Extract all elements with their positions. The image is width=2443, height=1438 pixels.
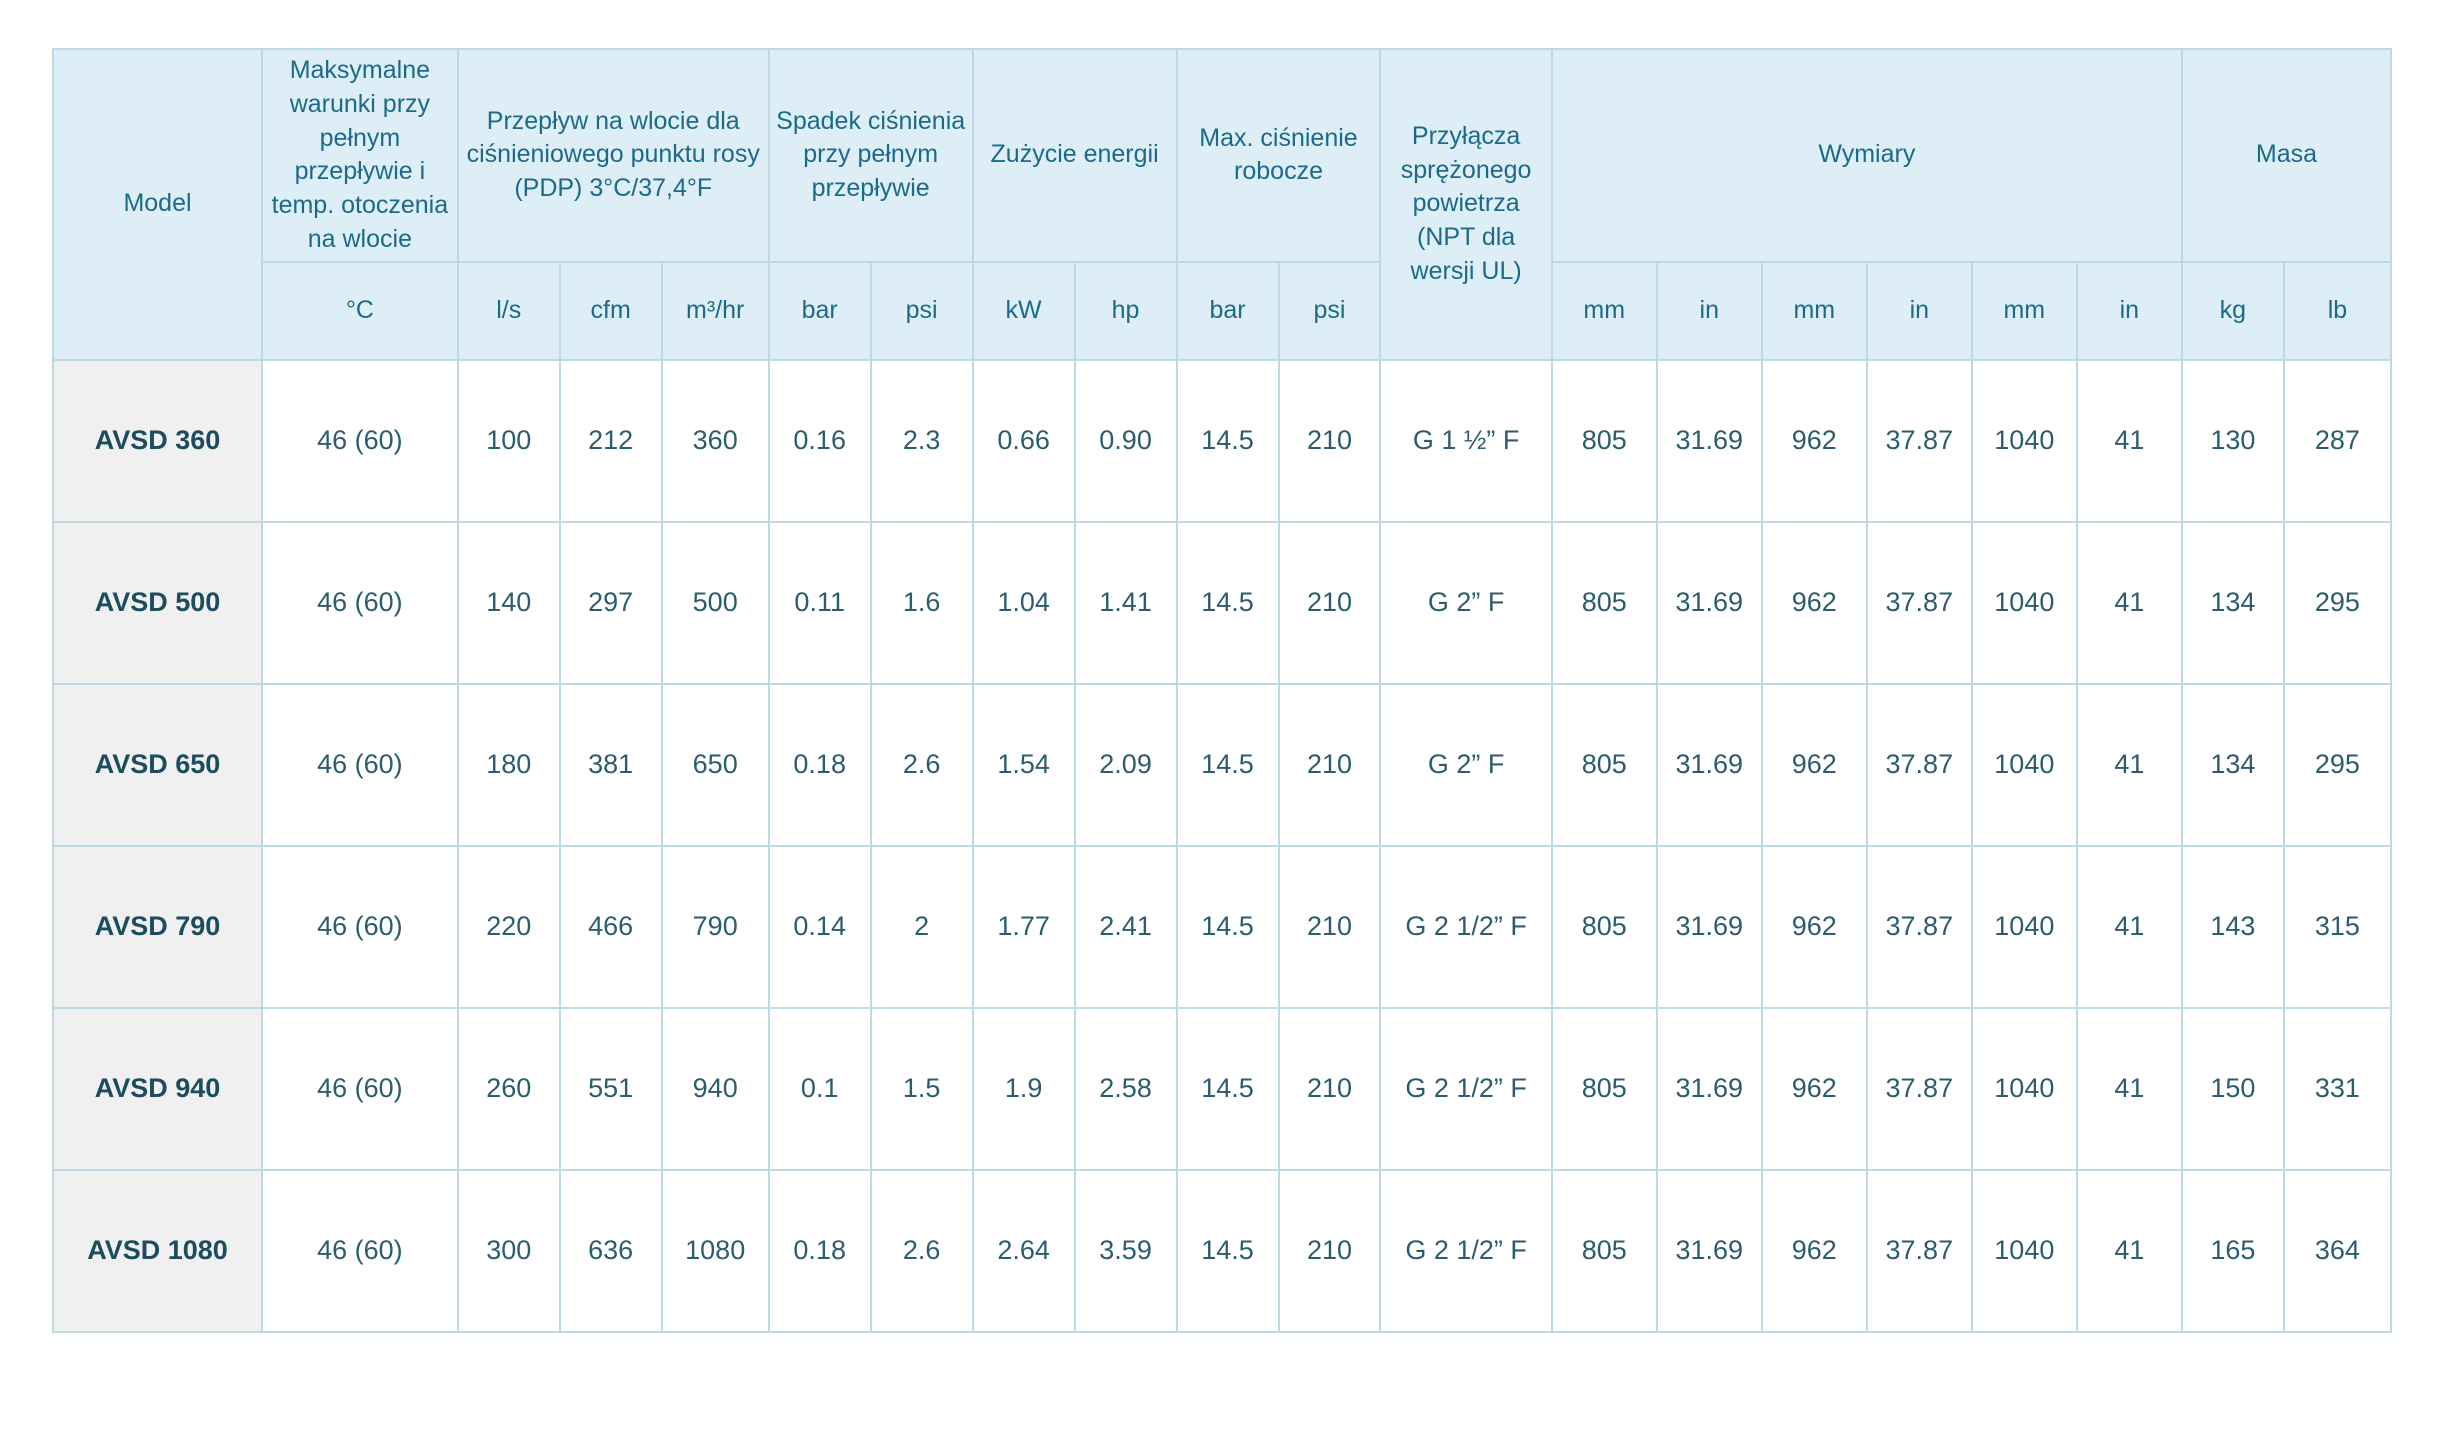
cell-ls: 140 <box>458 522 560 684</box>
cell-kw: 0.66 <box>973 360 1075 522</box>
cell-hp: 0.90 <box>1075 360 1177 522</box>
cell-dim-mm-3: 1040 <box>1972 1008 2077 1170</box>
unit-lb: lb <box>2284 262 2391 360</box>
cell-bar-drop: 0.1 <box>769 1008 871 1170</box>
table-row <box>53 1008 2391 1170</box>
cell-ls: 220 <box>458 846 560 1008</box>
cell-psi-pressure: 210 <box>1279 684 1381 846</box>
cell-ls: 100 <box>458 360 560 522</box>
unit-celsius: °C <box>262 262 458 360</box>
cell-dim-mm-1: 805 <box>1552 846 1657 1008</box>
cell-psi-drop: 1.6 <box>871 522 973 684</box>
cell-m3hr: 360 <box>662 360 769 522</box>
cell-bar-pressure: 14.5 <box>1177 1170 1279 1332</box>
cell-dim-in-3: 41 <box>2077 846 2182 1008</box>
cell-cfm: 381 <box>560 684 662 846</box>
cell-bar-drop: 0.11 <box>769 522 871 684</box>
cell-temp: 46 (60) <box>262 1170 458 1332</box>
header-max-working-pressure: Max. ciśnienie robocze <box>1177 49 1381 262</box>
cell-kw: 1.9 <box>973 1008 1075 1170</box>
cell-ls: 180 <box>458 684 560 846</box>
cell-psi-pressure: 210 <box>1279 522 1381 684</box>
cell-dim-mm-2: 962 <box>1762 846 1867 1008</box>
cell-hp: 2.41 <box>1075 846 1177 1008</box>
unit-dim-mm-1: mm <box>1552 262 1657 360</box>
cell-bar-pressure: 14.5 <box>1177 684 1279 846</box>
cell-connection: G 2” F <box>1380 684 1551 846</box>
table-row <box>53 684 2391 846</box>
cell-model: AVSD 1080 <box>53 1170 262 1332</box>
cell-psi-drop: 2 <box>871 846 973 1008</box>
header-units-row <box>53 262 2391 360</box>
cell-kg: 134 <box>2182 522 2284 684</box>
cell-cfm: 212 <box>560 360 662 522</box>
header-model: Model <box>53 49 262 360</box>
cell-dim-in-1: 31.69 <box>1657 1008 1762 1170</box>
cell-model: AVSD 940 <box>53 1008 262 1170</box>
table-row <box>53 1170 2391 1332</box>
cell-kg: 150 <box>2182 1008 2284 1170</box>
cell-cfm: 636 <box>560 1170 662 1332</box>
cell-dim-in-1: 31.69 <box>1657 1170 1762 1332</box>
cell-hp: 2.09 <box>1075 684 1177 846</box>
header-energy-consumption: Zużycie energii <box>973 49 1177 262</box>
cell-connection: G 2” F <box>1380 522 1551 684</box>
cell-dim-mm-3: 1040 <box>1972 684 2077 846</box>
cell-lb: 295 <box>2284 684 2391 846</box>
cell-psi-drop: 2.6 <box>871 1170 973 1332</box>
cell-cfm: 466 <box>560 846 662 1008</box>
unit-hp: hp <box>1075 262 1177 360</box>
cell-bar-pressure: 14.5 <box>1177 522 1279 684</box>
cell-model: AVSD 650 <box>53 684 262 846</box>
cell-dim-mm-1: 805 <box>1552 1008 1657 1170</box>
cell-dim-in-3: 41 <box>2077 1170 2182 1332</box>
unit-dim-in-1: in <box>1657 262 1762 360</box>
cell-bar-drop: 0.16 <box>769 360 871 522</box>
cell-temp: 46 (60) <box>262 846 458 1008</box>
cell-psi-drop: 1.5 <box>871 1008 973 1170</box>
cell-dim-mm-1: 805 <box>1552 522 1657 684</box>
unit-psi-pressure: psi <box>1279 262 1381 360</box>
cell-dim-in-1: 31.69 <box>1657 684 1762 846</box>
cell-dim-mm-3: 1040 <box>1972 846 2077 1008</box>
cell-dim-mm-1: 805 <box>1552 360 1657 522</box>
header-pressure-drop: Spadek ciśnienia przy pełnym przepływie <box>769 49 973 262</box>
cell-dim-in-2: 37.87 <box>1867 1170 1972 1332</box>
cell-ls: 300 <box>458 1170 560 1332</box>
cell-kg: 165 <box>2182 1170 2284 1332</box>
cell-dim-mm-3: 1040 <box>1972 1170 2077 1332</box>
cell-lb: 315 <box>2284 846 2391 1008</box>
cell-model: AVSD 500 <box>53 522 262 684</box>
cell-dim-in-3: 41 <box>2077 360 2182 522</box>
unit-dim-mm-2: mm <box>1762 262 1867 360</box>
cell-hp: 2.58 <box>1075 1008 1177 1170</box>
cell-bar-pressure: 14.5 <box>1177 360 1279 522</box>
cell-dim-mm-3: 1040 <box>1972 522 2077 684</box>
unit-bar-pressure: bar <box>1177 262 1279 360</box>
cell-dim-in-3: 41 <box>2077 684 2182 846</box>
cell-bar-drop: 0.14 <box>769 846 871 1008</box>
cell-lb: 287 <box>2284 360 2391 522</box>
header-inlet-flow: Przepływ na wlocie dla ciśnieniowego punktu rosy (PDP) 3°C/37,4°F <box>458 49 769 262</box>
cell-model: AVSD 360 <box>53 360 262 522</box>
cell-dim-mm-2: 962 <box>1762 1008 1867 1170</box>
technical-specification-table <box>52 48 2392 1333</box>
cell-m3hr: 940 <box>662 1008 769 1170</box>
table-body <box>53 360 2391 1332</box>
cell-dim-mm-2: 962 <box>1762 1170 1867 1332</box>
cell-dim-mm-2: 962 <box>1762 360 1867 522</box>
cell-m3hr: 650 <box>662 684 769 846</box>
cell-dim-in-2: 37.87 <box>1867 684 1972 846</box>
unit-m3hr: m³/hr <box>662 262 769 360</box>
cell-kg: 143 <box>2182 846 2284 1008</box>
cell-kw: 1.54 <box>973 684 1075 846</box>
cell-psi-pressure: 210 <box>1279 1170 1381 1332</box>
cell-bar-drop: 0.18 <box>769 1170 871 1332</box>
table-row <box>53 522 2391 684</box>
cell-dim-in-2: 37.87 <box>1867 846 1972 1008</box>
cell-psi-pressure: 210 <box>1279 1008 1381 1170</box>
cell-dim-mm-1: 805 <box>1552 684 1657 846</box>
cell-m3hr: 1080 <box>662 1170 769 1332</box>
cell-dim-in-3: 41 <box>2077 1008 2182 1170</box>
unit-ls: l/s <box>458 262 560 360</box>
unit-dim-in-2: in <box>1867 262 1972 360</box>
cell-psi-pressure: 210 <box>1279 360 1381 522</box>
unit-cfm: cfm <box>560 262 662 360</box>
cell-temp: 46 (60) <box>262 1008 458 1170</box>
table-row <box>53 846 2391 1008</box>
cell-dim-in-2: 37.87 <box>1867 522 1972 684</box>
cell-dim-in-1: 31.69 <box>1657 360 1762 522</box>
cell-lb: 295 <box>2284 522 2391 684</box>
cell-psi-drop: 2.3 <box>871 360 973 522</box>
cell-psi-pressure: 210 <box>1279 846 1381 1008</box>
cell-temp: 46 (60) <box>262 522 458 684</box>
cell-temp: 46 (60) <box>262 684 458 846</box>
cell-m3hr: 500 <box>662 522 769 684</box>
cell-temp: 46 (60) <box>262 360 458 522</box>
cell-dim-in-1: 31.69 <box>1657 846 1762 1008</box>
cell-kw: 2.64 <box>973 1170 1075 1332</box>
cell-ls: 260 <box>458 1008 560 1170</box>
cell-bar-pressure: 14.5 <box>1177 846 1279 1008</box>
cell-hp: 1.41 <box>1075 522 1177 684</box>
cell-connection: G 2 1/2” F <box>1380 1008 1551 1170</box>
cell-lb: 331 <box>2284 1008 2391 1170</box>
unit-psi-drop: psi <box>871 262 973 360</box>
header-max-conditions: Maksymalne warunki przy pełnym przepływie i temp. otoczenia na wlocie <box>262 49 458 262</box>
cell-psi-drop: 2.6 <box>871 684 973 846</box>
unit-dim-mm-3: mm <box>1972 262 2077 360</box>
cell-m3hr: 790 <box>662 846 769 1008</box>
cell-hp: 3.59 <box>1075 1170 1177 1332</box>
header-air-connections: Przyłącza sprężonego powietrza (NPT dla wersji UL) <box>1380 49 1551 360</box>
cell-dim-mm-1: 805 <box>1552 1170 1657 1332</box>
cell-bar-drop: 0.18 <box>769 684 871 846</box>
cell-connection: G 2 1/2” F <box>1380 1170 1551 1332</box>
cell-kw: 1.77 <box>973 846 1075 1008</box>
cell-kg: 134 <box>2182 684 2284 846</box>
unit-kw: kW <box>973 262 1075 360</box>
unit-kg: kg <box>2182 262 2284 360</box>
cell-bar-pressure: 14.5 <box>1177 1008 1279 1170</box>
cell-dim-in-2: 37.87 <box>1867 1008 1972 1170</box>
cell-model: AVSD 790 <box>53 846 262 1008</box>
header-group-row <box>53 49 2391 262</box>
unit-bar-drop: bar <box>769 262 871 360</box>
cell-kw: 1.04 <box>973 522 1075 684</box>
cell-cfm: 551 <box>560 1008 662 1170</box>
unit-dim-in-3: in <box>2077 262 2182 360</box>
cell-kg: 130 <box>2182 360 2284 522</box>
header-mass: Masa <box>2182 49 2391 262</box>
cell-lb: 364 <box>2284 1170 2391 1332</box>
cell-dim-in-2: 37.87 <box>1867 360 1972 522</box>
cell-dim-mm-2: 962 <box>1762 522 1867 684</box>
header-dimensions: Wymiary <box>1552 49 2182 262</box>
cell-dim-in-1: 31.69 <box>1657 522 1762 684</box>
cell-dim-mm-2: 962 <box>1762 684 1867 846</box>
cell-dim-mm-3: 1040 <box>1972 360 2077 522</box>
cell-connection: G 2 1/2” F <box>1380 846 1551 1008</box>
cell-connection: G 1 ½” F <box>1380 360 1551 522</box>
cell-cfm: 297 <box>560 522 662 684</box>
table-header <box>53 49 2391 360</box>
table-row <box>53 360 2391 522</box>
cell-dim-in-3: 41 <box>2077 522 2182 684</box>
